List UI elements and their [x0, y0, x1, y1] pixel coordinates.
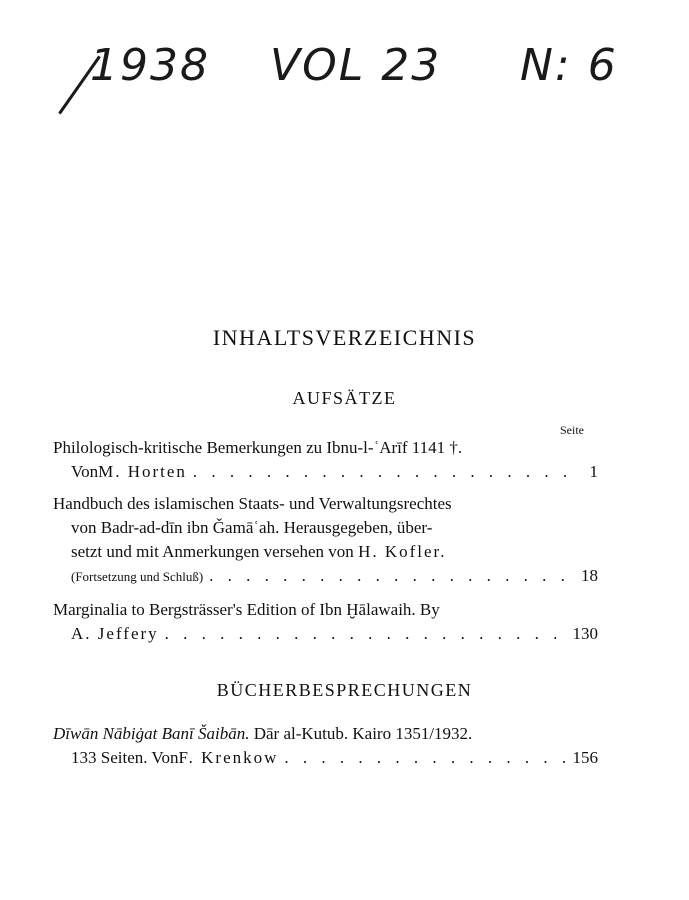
dot-leader: [193, 460, 566, 484]
entry-title: Handbuch des islamischen Staats- und Verwaltungsrechtes: [53, 494, 452, 513]
entry-title: Marginalia to Bergsträsser's Edition of Ibn Ḫālawaih. By: [53, 600, 440, 619]
entry-page-number: 1: [589, 462, 598, 481]
entry-page-number: 156: [572, 748, 598, 767]
entry-title: Philologisch-kritische Bemerkungen zu Ibnu-l-ʿArīf 1141 †.: [53, 438, 463, 457]
toc-entry: [53, 492, 598, 589]
entry-author: M. Horten: [98, 462, 187, 481]
entry-author: F. Krenkow: [178, 748, 279, 767]
entry-author-prefix: Von: [71, 462, 99, 481]
entry-author: H. Kofler.: [358, 542, 447, 561]
entry-title-part: setzt und mit Anmerkungen versehen von: [71, 542, 359, 561]
handwritten-year: 1938: [90, 40, 210, 91]
handwritten-number: N: 6: [520, 40, 618, 91]
review-title: Dīwān Nābiġat Banī Šaibān.: [53, 724, 250, 743]
entry-title-continued: [53, 540, 598, 564]
section-heading-aufsaetze: AUFSÄTZE: [292, 388, 397, 408]
page-column-label: Seite: [560, 423, 584, 437]
entry-note-row: [53, 564, 598, 589]
review-publication: Dār al-Kutub. Kairo 1351/1932.: [249, 724, 473, 743]
review-pages-prefix: 133 Seiten. Von: [71, 748, 179, 767]
entry-page-number: 130: [572, 624, 598, 643]
entry-page-number: 18: [581, 566, 598, 585]
dot-leader: [284, 746, 566, 770]
entry-author: A. Jeffery: [71, 624, 159, 643]
review-title-line: [53, 722, 598, 746]
page-title: INHALTSVERZEICHNIS: [212, 325, 477, 350]
toc-entry: [53, 598, 598, 646]
toc-entry: [53, 436, 598, 484]
entry-author-row: [53, 746, 598, 770]
section-heading-buecherbesprechungen: BÜCHERBESPRECHUNGEN: [216, 680, 473, 700]
toc-entry: [53, 722, 598, 770]
dot-leader: [209, 564, 566, 588]
handwritten-annotation: [60, 40, 660, 120]
entry-note: (Fortsetzung und Schluß): [71, 569, 204, 584]
entry-title-continued: von Badr-ad-dīn ibn Ǧamāʿah. Herausgegeben, über-: [71, 518, 433, 537]
entry-author-row: [53, 622, 598, 646]
dot-leader: [165, 622, 566, 646]
handwritten-volume: VOL 23: [270, 40, 442, 91]
entry-author-row: [53, 460, 598, 484]
